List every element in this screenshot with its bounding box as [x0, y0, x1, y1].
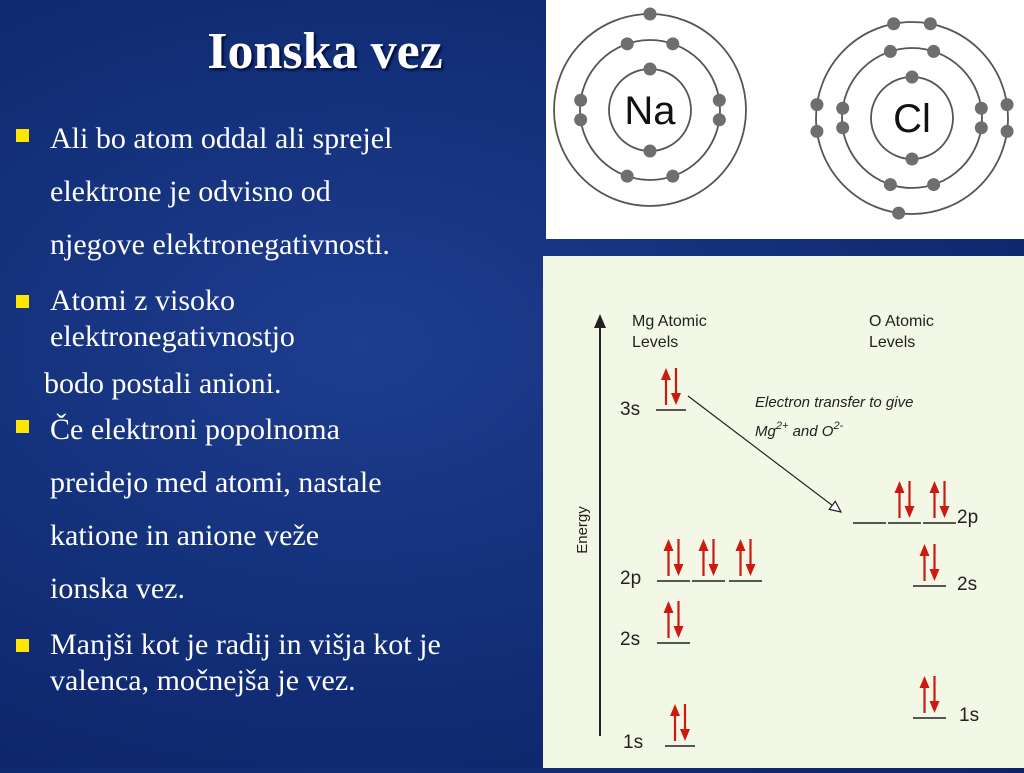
- sodium-atom: [554, 8, 746, 207]
- bullet-line: Manjši kot je radij in višja kot je: [50, 628, 441, 662]
- spin-down-arrowhead-icon: [905, 506, 915, 518]
- bullet-list: [14, 112, 554, 708]
- electron-icon: [644, 8, 657, 21]
- transfer-note-line2: $Mg^{2+}$ and $O^{2-}$: [755, 420, 844, 440]
- spin-up-arrowhead-icon: [920, 544, 930, 556]
- spin-down-arrowhead-icon: [674, 564, 684, 576]
- bullet-line: preidejo med atomi, nastale: [50, 466, 382, 500]
- cl-symbol: Cl: [893, 97, 931, 141]
- energy-diagram-panel: [543, 256, 1024, 768]
- electron-icon: [810, 125, 823, 138]
- bullet-item: [14, 403, 554, 615]
- spin-down-arrowhead-icon: [930, 569, 940, 581]
- spin-down-arrowhead-icon: [709, 564, 719, 576]
- energy-axis-arrowhead-icon: [594, 314, 606, 328]
- electron-icon: [666, 170, 679, 183]
- electron-icon: [666, 37, 679, 50]
- spin-up-arrowhead-icon: [736, 539, 746, 551]
- o-level-2s-label: 2s: [957, 574, 978, 595]
- electron-icon: [884, 45, 897, 58]
- electron-icon: [887, 17, 900, 30]
- bullet-item: [14, 283, 554, 354]
- atom-diagram-panel: [546, 0, 1024, 239]
- electron-icon: [713, 94, 726, 107]
- bullet-line: njegove elektronegativnosti.: [50, 228, 390, 262]
- spin-down-arrowhead-icon: [674, 626, 684, 638]
- bullet-item: [14, 627, 554, 698]
- mg-level-2p-label: 2p: [620, 568, 642, 589]
- electron-icon: [1001, 98, 1014, 111]
- o-header-line2: Levels: [869, 334, 916, 351]
- mg-header-line2: Levels: [632, 334, 679, 351]
- electron-icon: [644, 145, 657, 158]
- transfer-note-line1: Electron transfer to give: [755, 394, 914, 411]
- electron-icon: [884, 178, 897, 191]
- spin-up-arrowhead-icon: [930, 481, 940, 493]
- spin-down-arrowhead-icon: [930, 701, 940, 713]
- bullet-square-icon: [16, 420, 29, 433]
- spin-down-arrowhead-icon: [746, 564, 756, 576]
- mg-header-line1: Mg Atomic: [632, 313, 707, 330]
- electron-icon: [810, 98, 823, 111]
- mg-level-1s-label: 1s: [623, 732, 644, 753]
- electron-icon: [927, 45, 940, 58]
- bullet-line: elektronegativnostjo: [50, 319, 295, 353]
- spin-up-arrowhead-icon: [895, 481, 905, 493]
- electron-icon: [574, 94, 587, 107]
- o-header-line1: O Atomic: [869, 313, 934, 330]
- bullet-line: ionska vez.: [50, 572, 185, 606]
- bullet-line: katione in anione veže: [50, 519, 320, 553]
- electron-icon: [1001, 125, 1014, 138]
- electron-icon: [975, 121, 988, 134]
- o-level-1s-label: 1s: [959, 705, 980, 726]
- bullet-line: Če elektroni popolnoma: [50, 413, 340, 447]
- bullet-line: Ali bo atom oddal ali sprejel: [50, 122, 393, 155]
- spin-up-arrowhead-icon: [664, 601, 674, 613]
- electron-icon: [906, 71, 919, 84]
- bullet-continuation: bodo postali anioni.: [44, 367, 282, 401]
- electron-transfer-arrow: [688, 396, 841, 512]
- spin-down-arrowhead-icon: [680, 729, 690, 741]
- electron-icon: [836, 121, 849, 134]
- electron-icon: [713, 113, 726, 126]
- bullet-item: [14, 112, 554, 271]
- electron-icon: [644, 63, 657, 76]
- slide-title: Ionska vez: [207, 23, 443, 80]
- bullet-square-icon: [16, 129, 29, 142]
- spin-down-arrowhead-icon: [671, 393, 681, 405]
- electron-icon: [906, 153, 919, 166]
- bullet-square-icon: [16, 639, 29, 652]
- bullet-line: valenca, močnejša je vez.: [50, 663, 356, 697]
- electron-icon: [621, 170, 634, 183]
- electron-icon: [924, 17, 937, 30]
- electron-icon: [621, 37, 634, 50]
- electron-icon: [892, 207, 905, 220]
- spin-up-arrowhead-icon: [664, 539, 674, 551]
- spin-up-arrowhead-icon: [699, 539, 709, 551]
- chlorine-atom: [810, 17, 1013, 219]
- energy-diagram: [543, 256, 1024, 768]
- energy-axis-label: Energy: [574, 506, 591, 554]
- electron-icon: [574, 113, 587, 126]
- o-level-2p-label: 2p: [957, 507, 979, 528]
- spin-up-arrowhead-icon: [670, 704, 680, 716]
- atom-diagram: [546, 0, 1024, 239]
- electron-icon: [836, 102, 849, 115]
- na-symbol: Na: [624, 89, 676, 133]
- electron-icon: [975, 102, 988, 115]
- electron-icon: [927, 178, 940, 191]
- mg-level-2s-label: 2s: [620, 629, 641, 650]
- bullet-line: Atomi z visoko: [50, 284, 235, 318]
- spin-up-arrowhead-icon: [920, 676, 930, 688]
- spin-up-arrowhead-icon: [661, 368, 671, 380]
- bullet-square-icon: [16, 295, 29, 308]
- bullet-line: elektrone je odvisno od: [50, 175, 331, 209]
- mg-level-3s-label: 3s: [620, 399, 641, 420]
- spin-down-arrowhead-icon: [940, 506, 950, 518]
